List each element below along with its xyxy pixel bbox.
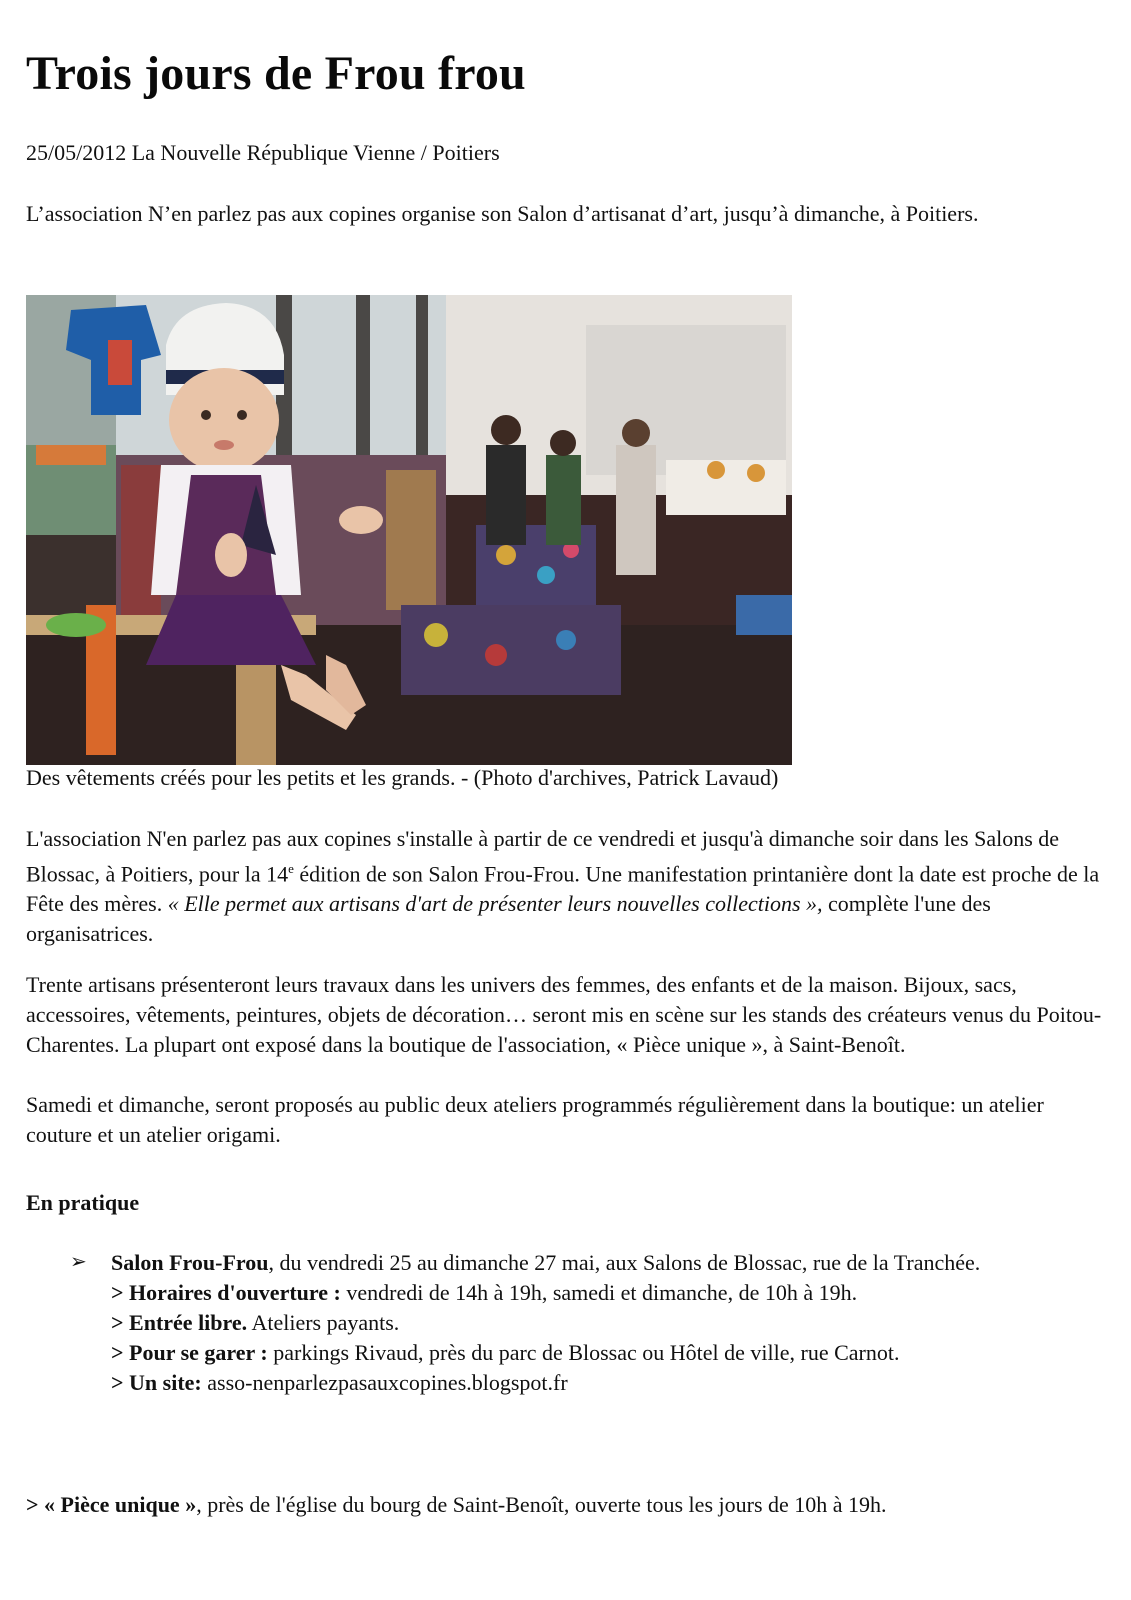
article-title: Trois jours de Frou frou	[26, 47, 526, 100]
article-lead: L’association N’en parlez pas aux copines organise son Salon d’artisanat d’art, jusqu’à dimanche, à Poitiers.	[26, 201, 979, 226]
practical-hours	[111, 1278, 1101, 1308]
practical-site	[111, 1368, 1101, 1398]
piece-text: , près de l'église du bourg de Saint-Benoît, ouverte tous les jours de 10h à 19h.	[196, 1492, 887, 1517]
para1-part2: édition de son Salon Frou-Frou. Une manifestation printanière dont la date est proche de la Fête des mères.	[26, 861, 1100, 917]
article-paragraph-2: Trente artisans présenteront leurs travaux dans les univers des femmes, des enfants et de la maison. Bijoux, sacs, accessoires, vêtements, peintures, objets de décoration… seront mis en scène sur les stands des créateurs venus du Poitou-Charentes. La plupart ont exposé dans la boutique de l'association, « Pièce unique », à Saint-Benoît.	[26, 972, 1102, 1057]
salon-text: , du vendredi 25 au dimanche 27 mai, aux Salons de Blossac, rue de la Tranchée.	[268, 1250, 981, 1275]
salon-label: Salon Frou-Frou	[111, 1250, 269, 1275]
para1-superscript: e	[288, 861, 294, 876]
hours-label: > Horaires d'ouverture :	[111, 1280, 341, 1305]
parking-text: parkings Rivaud, près du parc de Blossac ou Hôtel de ville, rue Carnot.	[267, 1340, 900, 1365]
piece-label: > « Pièce unique »	[26, 1492, 197, 1517]
entry-label: > Entrée libre.	[111, 1310, 248, 1335]
para1-part1: L'association N'en parlez pas aux copines s'installe à partir de ce vendredi et jusqu'à dimanche soir dans les Salons de Blossac, à Poitiers, pour la 14	[26, 826, 1060, 887]
para1-quote: « Elle permet aux artisans d'art de présenter leurs nouvelles collections »,	[167, 891, 823, 917]
article-paragraph-1	[26, 824, 1106, 949]
article-paragraph-3: Samedi et dimanche, seront proposés au public deux ateliers programmés régulièrement dans la boutique: un atelier couture et un atelier origami.	[26, 1092, 1044, 1147]
practical-entry	[111, 1308, 1101, 1338]
practical-parking	[111, 1338, 1101, 1368]
site-label: > Un site:	[111, 1370, 202, 1395]
article-photo	[26, 295, 792, 765]
practical-heading: En pratique	[26, 1190, 140, 1215]
article-source: 25/05/2012 La Nouvelle République Vienne / Poitiers	[26, 140, 500, 165]
para1-part3: complète l'une des organisatrices.	[26, 891, 991, 947]
practical-salon	[111, 1248, 1101, 1278]
entry-text: Ateliers payants.	[247, 1310, 400, 1335]
parking-label: > Pour se garer :	[111, 1340, 268, 1365]
site-link[interactable]: asso-nenparlezpasauxcopines.blogspot.fr	[201, 1370, 568, 1395]
hours-text: vendredi de 14h à 19h, samedi et dimanche, de 10h à 19h.	[340, 1280, 858, 1305]
bullet-arrow-icon: ➢	[70, 1251, 87, 1273]
piece-unique-info	[26, 1490, 1116, 1520]
photo-caption: Des vêtements créés pour les petits et les grands. - (Photo d'archives, Patrick Lavaud)	[26, 765, 779, 790]
practical-list	[111, 1248, 1101, 1398]
photo-doll-exhibition	[26, 295, 792, 765]
